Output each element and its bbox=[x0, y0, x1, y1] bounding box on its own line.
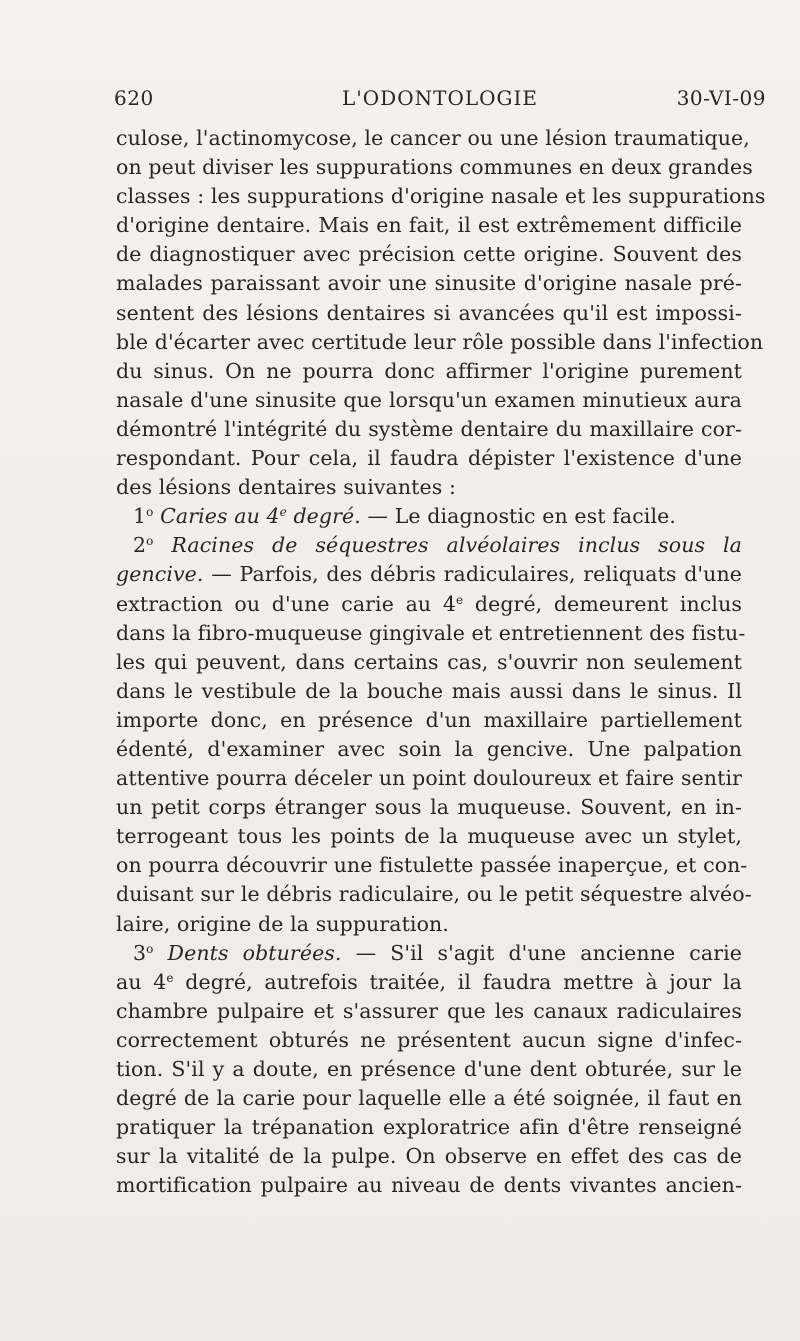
text-line: importe donc, en présence d'un maxillaire partiellement bbox=[116, 707, 742, 732]
text-line: dans le vestibule de la bouche mais aussi dans le sinus. Il bbox=[116, 678, 742, 703]
text-line: on peut diviser les suppurations communes en deux grandes bbox=[116, 155, 753, 180]
body-text bbox=[116, 124, 766, 1200]
text-line: dans la fibro-muqueuse gingivale et entretiennent des fistu- bbox=[116, 620, 746, 645]
list-item-title: Dents obturées. bbox=[167, 940, 342, 965]
page-number: 620 bbox=[114, 86, 154, 110]
list-item-text: — S'il s'agit d'une ancienne carie bbox=[341, 940, 742, 965]
list-number: 1 bbox=[133, 504, 147, 529]
text-line: terrogeant tous les points de la muqueuse avec un stylet, bbox=[116, 824, 742, 849]
ordinal-mark: e bbox=[279, 505, 287, 520]
text-line: pratiquer la trépanation exploratrice afin d'être renseigné bbox=[116, 1115, 742, 1140]
list-item-racines bbox=[116, 531, 742, 560]
list-number: 3 bbox=[133, 940, 147, 965]
text-line: tion. S'il y a doute, en présence d'une dent obturée, sur le bbox=[116, 1057, 742, 1081]
text-line: les qui peuvent, dans certains cas, s'ouvrir non seulement bbox=[116, 649, 742, 674]
ordinal-mark: o bbox=[146, 505, 154, 520]
page-header bbox=[114, 86, 766, 116]
text-line: chambre pulpaire et s'assurer que les canaux radiculaires bbox=[116, 998, 742, 1023]
text-line: extraction ou d'une carie au 4e degré, demeurent inclus bbox=[116, 591, 743, 616]
text-line: duisant sur le débris radiculaire, ou le petit séquestre alvéo- bbox=[116, 882, 752, 907]
list-item-title: Caries au 4e degré. bbox=[160, 504, 361, 529]
text-line: on pourra découvrir une fistulette passée inaperçue, et con- bbox=[116, 853, 748, 878]
text-line: mortification pulpaire au niveau de dents vivantes ancien- bbox=[116, 1173, 742, 1198]
text-line: classes : les suppurations d'origine nasale et les suppurations bbox=[116, 184, 766, 209]
text-line: un petit corps étranger sous la muqueuse. Souvent, en in- bbox=[116, 795, 742, 820]
list-item-title: Racines de séquestres alvéolaires inclus sous la bbox=[171, 533, 742, 558]
ordinal-mark: o bbox=[146, 941, 154, 956]
text-line: attentive pourra déceler un point douloureux et faire sentir bbox=[116, 766, 742, 791]
text-line: édenté, d'examiner avec soin la gencive. Une palpation bbox=[116, 736, 742, 761]
text-line: au 4e degré, autrefois traitée, il faudra mettre à jour la bbox=[116, 969, 743, 994]
list-item-dents bbox=[116, 939, 742, 968]
text-line: sentent des lésions dentaires si avancées qu'il est impossi- bbox=[116, 300, 742, 325]
text-line: laire, origine de la suppuration. bbox=[116, 911, 449, 936]
text-line: des lésions dentaires suivantes : bbox=[116, 475, 456, 500]
text-line: ble d'écarter avec certitude leur rôle possible dans l'infection bbox=[116, 329, 764, 354]
list-number: 2 bbox=[133, 533, 147, 558]
text-line: de diagnostiquer avec précision cette origine. Souvent des bbox=[116, 242, 742, 267]
text-line: démontré l'intégrité du système dentaire du maxillaire cor- bbox=[116, 416, 742, 441]
text-line: du sinus. On ne pourra donc affirmer l'origine purement bbox=[116, 358, 742, 383]
running-title: L'ODONTOLOGIE bbox=[342, 86, 538, 110]
text-line: malades paraissant avoir une sinusite d'origine nasale pré- bbox=[116, 271, 742, 296]
text-line: degré de la carie pour laquelle elle a été soignée, il faut en bbox=[116, 1086, 742, 1111]
ordinal-mark: e bbox=[166, 970, 174, 985]
text-line: d'origine dentaire. Mais en fait, il est extrêmement difficile bbox=[116, 213, 742, 238]
ordinal-mark: o bbox=[146, 534, 154, 549]
ordinal-mark: e bbox=[456, 592, 464, 607]
text-line: sur la vitalité de la pulpe. On observe en effet des cas de bbox=[116, 1144, 742, 1169]
text-line: culose, l'actinomycose, le cancer ou une lésion traumatique, bbox=[116, 126, 750, 150]
list-item-caries bbox=[116, 502, 742, 531]
list-item-text: — Le diagnostic en est facile. bbox=[360, 504, 676, 529]
text-line: correctement obturés ne présentent aucun signe d'infec- bbox=[116, 1027, 742, 1052]
text-line: nasale d'une sinusite que lorsqu'un examen minutieux aura bbox=[116, 387, 742, 412]
text-line: respondant. Pour cela, il faudra dépister l'existence d'une bbox=[116, 446, 742, 471]
list-item-title-cont: gencive. bbox=[116, 562, 204, 587]
issue-date: 30-VI-09 bbox=[676, 86, 766, 110]
text-line: gencive. — Parfois, des débris radiculaires, reliquats d'une bbox=[116, 562, 742, 587]
